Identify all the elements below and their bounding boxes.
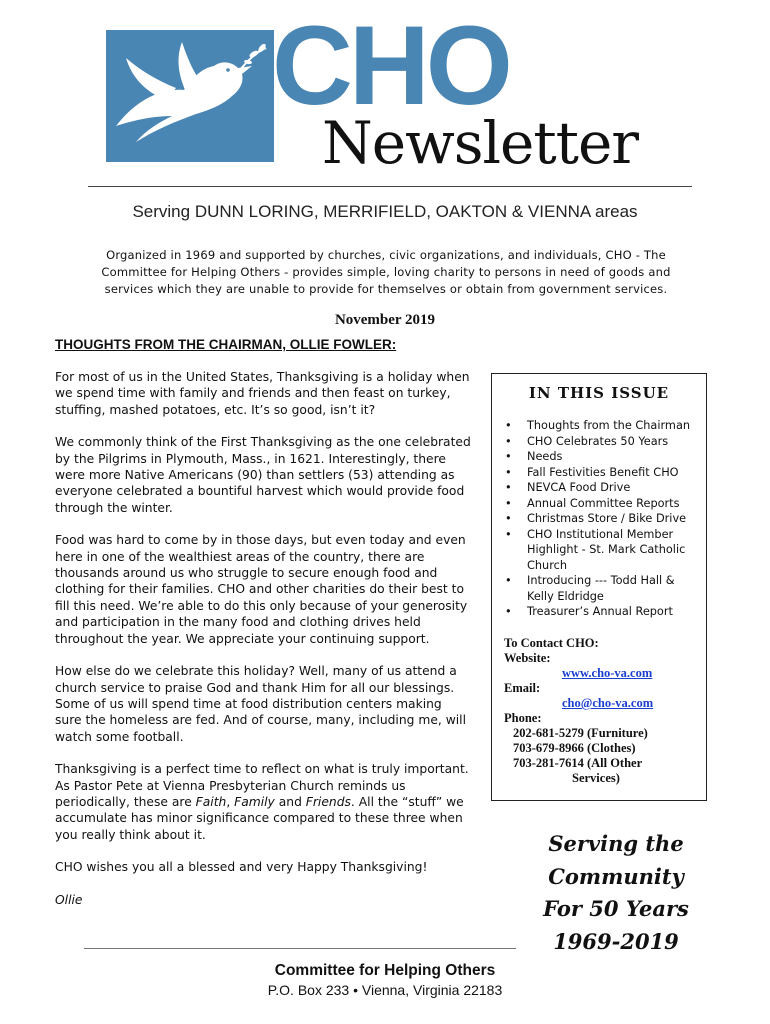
paragraph-text: and xyxy=(274,794,306,809)
article-paragraph: For most of us in the United States, Thanksgiving is a holiday when we spend time with family and friends and then feast on turkey, stuffing, mashed potatoes, etc. It’s so good, isn’t it? xyxy=(55,370,470,417)
emphasis-family: Family xyxy=(234,794,275,809)
in-this-issue-title: IN THIS ISSUE xyxy=(528,384,670,402)
signature: Ollie xyxy=(55,892,83,907)
footer-organization: Committee for Helping Others xyxy=(274,962,496,979)
list-item: • CHO Institutional Member Highlight - St. Mark Catholic Church xyxy=(502,527,698,574)
footer-address: P.O. Box 233 • Vienna, Virginia 22183 xyxy=(267,982,503,998)
organization-intro: Organized in 1969 and supported by churches, civic organizations, and individuals, CHO - The Committee for Helping Others - provides simple, loving charity to persons in need of goods and services which they are unable to provide for themselves or obtain from government services. xyxy=(101,248,671,296)
website-link[interactable]: www.cho-va.com xyxy=(562,666,653,680)
list-item: • Needs xyxy=(502,449,698,465)
footer-divider xyxy=(84,948,516,949)
article-paragraph: How else do we celebrate this holiday? Well, many of us attend a church service to praise God and thank Him for all our blessings. Some of us will spend time at food distribution centers making sure the homeless are fed. And of course, many, including me, will watch some football. xyxy=(55,664,467,744)
masthead-divider xyxy=(88,186,692,187)
contents-list xyxy=(502,418,698,620)
issue-date: November 2019 xyxy=(334,312,436,328)
service-area-line: Serving DUNN LORING, MERRIFIELD, OAKTON & VIENNA areas xyxy=(132,202,638,221)
article-paragraph: Food was hard to come by in those days, but even today and even here in one of the wealthiest areas of the country, there are thousands around us who struggle to secure enough food and clothing for their families. CHO and other charities do their best to fill this need. We’re able to do this only because of your generosity and participation in the many food and clothing drives held throughout the year. We appreciate your continuing support. xyxy=(55,533,468,646)
cho-wordmark: CHO xyxy=(272,3,509,128)
article-paragraph: We commonly think of the First Thanksgiving as the one celebrated by the Pilgrims in Plymouth, Mass., in 1621. Interestingly, there were more Native Americans (90) than settlers (53) attending as everyone celebrated a bountiful harvest which would provide food through the winter. xyxy=(55,435,471,515)
list-item: • Fall Festivities Benefit CHO xyxy=(502,465,698,481)
website-label: Website: xyxy=(504,651,551,665)
dove-logo xyxy=(106,30,274,162)
article-paragraph xyxy=(55,761,471,843)
phone-number: 703-679-8966 (Clothes) xyxy=(513,741,636,755)
paragraph-text: , xyxy=(226,794,235,809)
list-item: • NEVCA Food Drive xyxy=(502,480,698,496)
anniversary-line: Serving the xyxy=(548,831,684,856)
list-item: • Christmas Store / Bike Drive xyxy=(502,511,698,527)
list-item: • Introducing --- Todd Hall & Kelly Eldridge xyxy=(502,573,698,604)
anniversary-line: For 50 Years xyxy=(543,896,689,921)
email-label: Email: xyxy=(504,681,541,695)
emphasis-friends: Friends xyxy=(305,794,351,809)
in-this-issue-box xyxy=(491,373,707,801)
article-body xyxy=(55,369,471,908)
paragraph-text: Thanksgiving is a perfect time to reflect on what is truly important. As Pastor Pete at Vienna Presbyterian Church reminds us periodically, these are xyxy=(55,762,469,809)
list-item: • Thoughts from the Chairman xyxy=(502,418,698,434)
article-heading: THOUGHTS FROM THE CHAIRMAN, OLLIE FOWLER: xyxy=(55,337,397,352)
phone-number-continued: Services) xyxy=(572,771,620,785)
anniversary-banner xyxy=(516,828,716,958)
phone-label: Phone: xyxy=(504,711,542,725)
newsletter-wordmark: Newsletter xyxy=(322,109,639,177)
contact-info xyxy=(504,636,699,786)
email-link[interactable]: cho@cho-va.com xyxy=(562,696,654,710)
article-paragraph: CHO wishes you all a blessed and very Happy Thanksgiving! xyxy=(55,860,428,875)
emphasis-faith: Faith xyxy=(195,794,227,809)
dove-icon xyxy=(106,30,274,162)
contact-heading: To Contact CHO: xyxy=(504,636,599,650)
anniversary-line: 1969-2019 xyxy=(553,928,679,954)
list-item: • CHO Celebrates 50 Years xyxy=(502,434,698,450)
anniversary-line: Community xyxy=(548,863,684,889)
list-item: • Annual Committee Reports xyxy=(502,496,698,512)
list-item: • Treasurer’s Annual Report xyxy=(502,604,698,620)
paragraph-text: . All the “stuff” we accumulate has minor significance compared to these three when you really think about it. xyxy=(55,794,464,842)
phone-number: 703-281-7614 (All Other xyxy=(513,756,643,770)
phone-number: 202-681-5279 (Furniture) xyxy=(513,726,648,740)
